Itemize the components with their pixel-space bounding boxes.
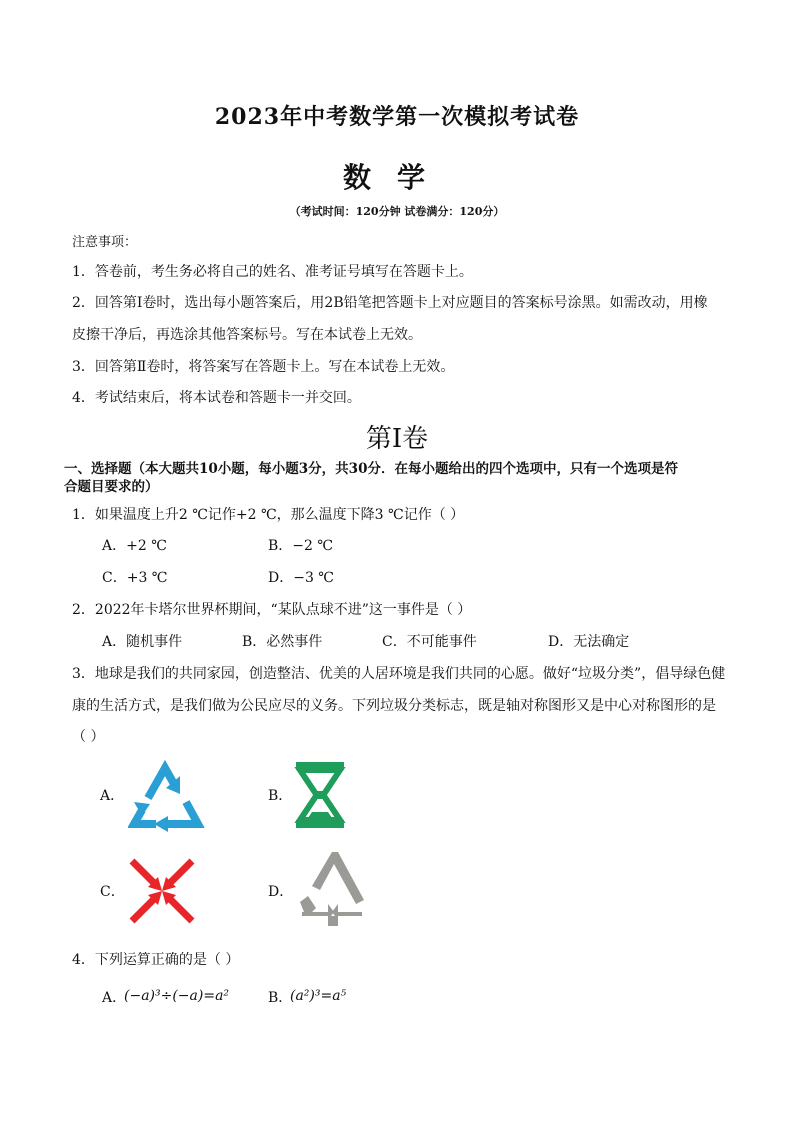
- q3-stem-3: （ ）: [72, 729, 105, 745]
- note-item-1: 1．答卷前，考生务必将自己的姓名、准考证号填写在答题卡上。: [72, 264, 473, 280]
- cross-arrows-icon: [128, 857, 196, 925]
- q3-stem-2: 康的生活方式，是我们做为公民应尽的义务。下列垃圾分类标志，既是轴对称图形又是中心对称图形的是: [72, 698, 716, 714]
- q1-stem: 1．如果温度上升2 ℃记作+2 ℃，那么温度下降3 ℃记作（ ）: [72, 507, 465, 523]
- q3-option-d-label: D．: [268, 884, 294, 900]
- exam-meta: （考试时间：120分钟 试卷满分：120分）: [289, 205, 505, 218]
- note-item-2: 2．回答第Ⅰ卷时，选出每小题答案后，用2B铅笔把答题卡上对应题目的答案标号涂黑。如需改动，用橡: [72, 295, 708, 311]
- gray-recycle-icon: [298, 850, 366, 928]
- notes-heading: 注意事项：: [72, 235, 138, 250]
- recycle-triangle-icon: [128, 758, 206, 832]
- subject-title: 数学: [342, 161, 451, 194]
- q4-stem: 4．下列运算正确的是（ ）: [72, 952, 240, 968]
- q1-option-d: D．−3 ℃: [268, 570, 334, 586]
- q2-option-a: A．随机事件: [102, 634, 183, 650]
- hourglass-icon: [294, 760, 346, 830]
- q4-option-a-expression: (−a)³÷(−a)=a²: [124, 988, 230, 1004]
- note-item-2-cont: 皮擦干净后，再选涂其他答案标号。写在本试卷上无效。: [72, 327, 422, 343]
- section-instructions-1: 一、选择题（本大题共10小题，每小题3分，共30分．在每小题给出的四个选项中，只有一个选项是符: [64, 461, 678, 477]
- q1-option-b: B．−2 ℃: [268, 538, 334, 554]
- note-item-4: 4．考试结束后，将本试卷和答题卡一并交回。: [72, 390, 361, 406]
- section-instructions-2: 合题目要求的）: [64, 479, 159, 495]
- note-item-3: 3．回答第Ⅱ卷时，将答案写在答题卡上。写在本试卷上无效。: [72, 359, 455, 375]
- q4-option-a-label: A．: [102, 990, 127, 1006]
- q2-option-c: C．不可能事件: [382, 634, 477, 650]
- q1-option-c: C．+3 ℃: [102, 570, 168, 586]
- q3-option-b-label: B．: [268, 788, 293, 804]
- q3-option-a-label: A．: [100, 788, 125, 804]
- section-title: 第Ⅰ卷: [365, 424, 429, 454]
- q2-stem: 2．2022年卡塔尔世界杯期间，“某队点球不进”这一事件是（ ）: [72, 602, 472, 618]
- q2-option-b: B．必然事件: [242, 634, 323, 650]
- exam-title: 2023年中考数学第一次模拟考试卷: [214, 104, 580, 130]
- q3-stem-1: 3．地球是我们的共同家园，创造整洁、优美的人居环境是我们共同的心愿。做好“垃圾分类”，倡导绿色健: [72, 666, 726, 682]
- q2-option-d: D．无法确定: [548, 634, 630, 650]
- q4-option-b-label: B．: [268, 990, 293, 1006]
- q3-option-c-label: C．: [100, 884, 125, 900]
- q4-option-b-expression: (a²)³=a⁵: [290, 988, 347, 1004]
- q1-option-a: A．+2 ℃: [102, 538, 167, 554]
